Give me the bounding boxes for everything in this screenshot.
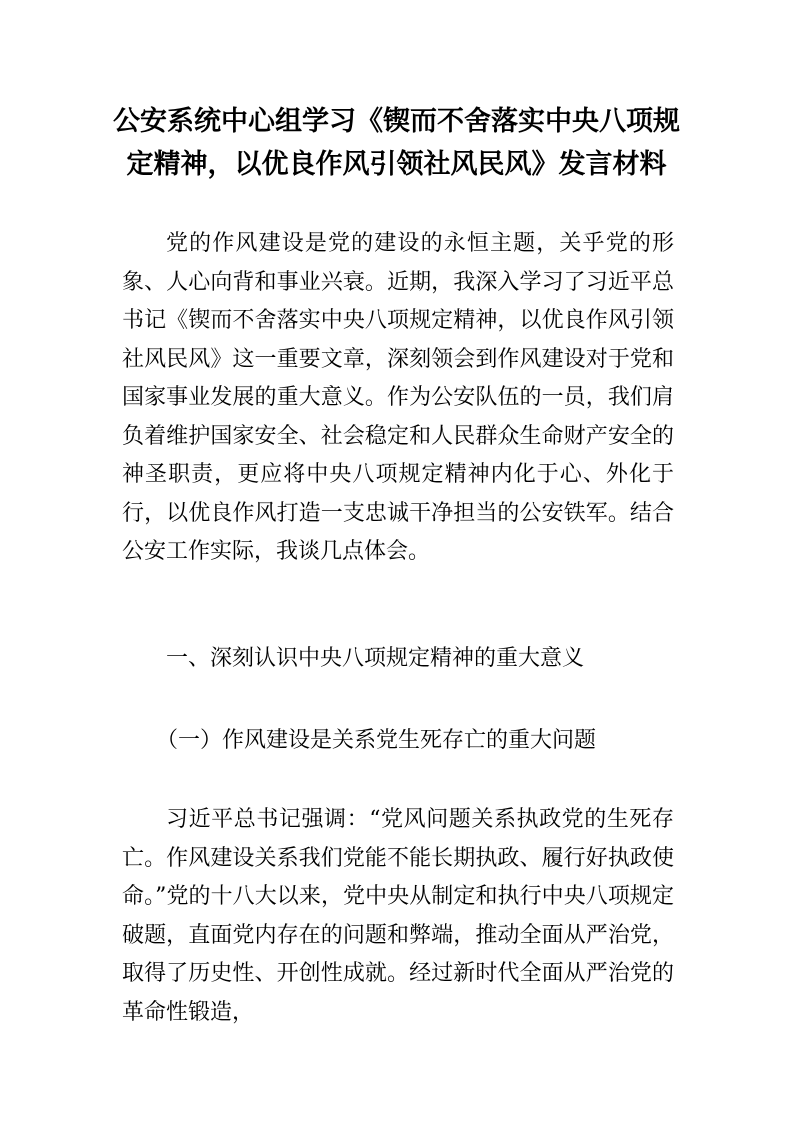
intro-paragraph: 党的作风建设是党的建设的永恒主题，关乎党的形象、人心向背和事业兴衰。近期，我深入学习了习近平总书记《锲而不舍落实中央八项规定精神，以优良作风引领社风民风》这一重要文章，深刻领会到作风建设对于党和国家事业发展的重大意义。作为公安队伍的一员，我们肩负着维护国家安全、社会稳定和人民群众生命财产安全的神圣职责，更应将中央八项规定精神内化于心、外化于行，以优良作风打造一支忠诚干净担当的公安铁军。结合公安工作实际，我谈几点体会。 xyxy=(122,231,674,564)
document-title-line-2: 定精神，以优良作风引领社风民风》发言材料 xyxy=(126,149,667,180)
document-title-line-1: 公安系统中心组学习《锲而不舍落实中央八项规 xyxy=(113,106,680,137)
subsection-heading: （一）作风建设是关系党生死存亡的重大问题 xyxy=(156,728,597,753)
section-heading: 一、深刻认识中央八项规定精神的重大意义 xyxy=(166,646,585,671)
body-paragraph: 习近平总书记强调：“党风问题关系执政党的生死存亡。作风建设关系我们党能不能长期执政、履行好执政使命。”党的十八大以来，党中央从制定和执行中央八项规定破题，直面党内存在的问题和弊端，推动全面从严治党，取得了历史性、开创性成就。经过新时代全面从严治党的革命性锻造， xyxy=(122,807,674,1025)
